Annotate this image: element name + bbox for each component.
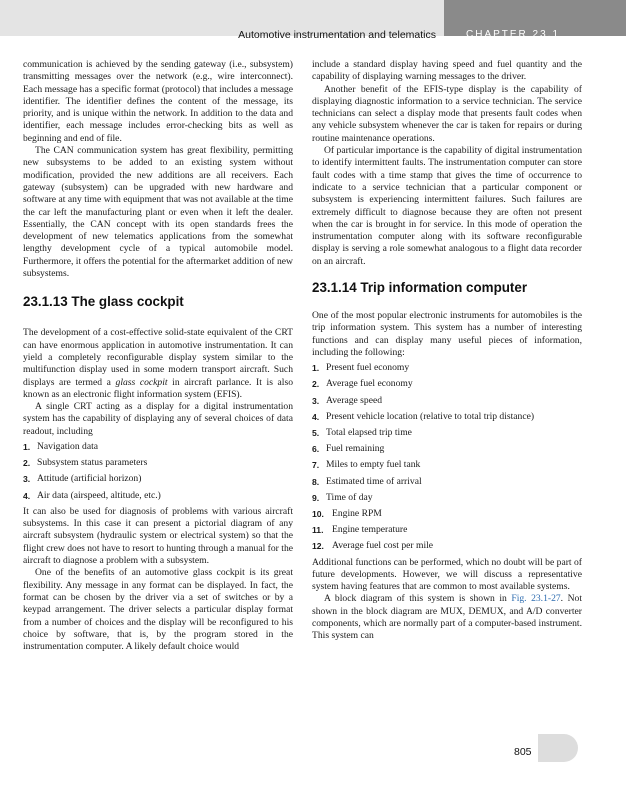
readout-list [23, 441, 293, 502]
list-number: 1. [23, 442, 31, 453]
paragraph [23, 327, 293, 401]
paragraph: Of particular importance is the capability of digital instrumentation to identify intermittent faults. The instrumentation computer can store fault codes with a time stamp that gives the time of occurrence to indicate to a service technician that a particular component or subsystem is experiencing intermittent failures. Such failures are extremely difficult to diagnose because they are often not present when the car is brought in for service. In this mode of operation the instrumentation computer along with its software reconfigurable display is serving a role somewhat analogous to a flight data recorder on an aircraft. [312, 145, 582, 267]
paragraph: include a standard display having speed and fuel quantity and the capability of displaying warning messages to the driver. [312, 59, 582, 83]
list-text: Present fuel economy [326, 362, 410, 374]
paragraph: One of the benefits of an automotive glass cockpit is its great flexibility. Any message in any format can be displayed. In fact, the format can be chosen by the driver via a set of switches or by a keypad arrangement. The driver selects a particular display format from a number of choices and the display will be reconfigured to his choice by software, that is, by the program stored in the instrumentation computer. A likely default choice would [23, 567, 293, 653]
list-item [312, 411, 582, 423]
paragraph: A single CRT acting as a display for a digital instrumentation system has the capability of displaying any of several choices of data readout, including [23, 401, 293, 437]
paragraph: Additional functions can be performed, which no doubt will be part of future developments. However, we will discuss a representative system having features that are common to most available systems. [312, 556, 582, 593]
list-text: Subsystem status parameters [37, 457, 148, 469]
list-item [312, 427, 582, 439]
figure-reference-link[interactable]: Fig. 23.1-27 [511, 593, 561, 605]
list-item [312, 362, 582, 374]
right-column [312, 59, 582, 643]
list-number: 12. [312, 541, 324, 552]
list-item [312, 443, 582, 455]
list-text: Navigation data [37, 441, 99, 453]
list-text: Average speed [326, 394, 383, 406]
list-text: Attitude (artificial horizon) [37, 473, 142, 485]
list-text: Average fuel cost per mile [332, 540, 434, 552]
list-item [312, 476, 582, 488]
paragraph [312, 593, 582, 642]
list-text: Fuel remaining [326, 443, 385, 455]
list-number: 5. [312, 427, 320, 438]
list-item [312, 508, 582, 520]
trip-functions-list [312, 362, 582, 552]
text-run: A block diagram of this system is shown in [324, 593, 512, 605]
list-item [23, 457, 293, 469]
list-number: 3. [312, 395, 320, 406]
list-text: Miles to empty fuel tank [326, 459, 421, 471]
list-number: 2. [23, 458, 31, 469]
list-number: 4. [23, 490, 31, 501]
list-number: 4. [312, 411, 320, 422]
list-item [312, 492, 582, 504]
chapter-label: CHAPTER 23.1 [466, 29, 561, 40]
page-tab [538, 734, 578, 762]
paragraph: Another benefit of the EFIS-type display is the capability of displaying diagnostic information to a service technician. The service technicians can select a display mode that presents fault codes when any vehicle subsystem whenever the car is taken for repairs or during routine maintenance operations. [312, 83, 582, 144]
list-item [312, 540, 582, 552]
list-item [312, 395, 582, 407]
paragraph: It can also be used for diagnosis of problems with various aircraft subsystems. In this case it can present a pictorial diagram of any aircraft subsystem (hydraulic system or electrical system) so that the flight crew does not have to resort to hunting through a manual for the aircraft to diagnose a problem with a subsystem. [23, 505, 293, 567]
list-text: Estimated time of arrival [326, 475, 422, 487]
running-header [0, 0, 626, 52]
paragraph: The CAN communication system has great flexibility, permitting new subsystems to be added to an existing system without modification, provided the new additions are all receivers. Each gateway (subsystem) can be upgraded with new hardware and software at any time with equipment that was not available at the time the car left the manufacturing plant or even when it left the dealer. Essentially, the CAN concept with its open standards frees the development of new telematics applications from the somewhat lengthy development cycle of a typical automobile model. Furthermore, it offers the potential for the aftermarket addition of new subsystems. [23, 145, 293, 280]
list-number: 11. [312, 525, 324, 536]
emphasis-term: glass cockpit [115, 376, 168, 388]
list-text: Engine RPM [332, 507, 382, 519]
list-number: 1. [312, 363, 320, 374]
list-item [23, 473, 293, 485]
list-item [312, 459, 582, 471]
section-heading-trip-computer: 23.1.14 Trip information computer [312, 280, 528, 296]
list-number: 3. [23, 474, 31, 485]
text-run: . Not shown in the block diagram are MUX, DEMUX, and A/D converter components, which are normally part of a computer-based instrument. This system can [312, 593, 582, 642]
list-text: Time of day [326, 491, 373, 503]
list-text: Average fuel economy [326, 378, 413, 390]
list-item [312, 378, 582, 390]
section-heading-glass-cockpit: 23.1.13 The glass cockpit [23, 294, 184, 310]
paragraph: communication is achieved by the sending gateway (i.e., subsystem) transmitting messages over the network (e.g., wire interconnect). Each message has a specific format (protocol) that includes a message identifier. The identifier defines the content of the message, its priority, and is unique within the network. In addition to the data and identifier, each message includes error-checking bits as well as beginning and end of file. [23, 59, 293, 144]
list-text: Engine temperature [332, 524, 408, 536]
text-run: in aircraft parlance. It is also known as an electronic flight information system (EFIS). [23, 376, 293, 400]
text-run: The development of a cost-effective solid-state equivalent of the CRT can have enormous application in automotive instrumentation. It can yield a completely reconfigurable display system similar to the multifunction display used in some modern transport aircraft. Such displays are termed a [23, 327, 293, 388]
running-title: Automotive instrumentation and telematics [238, 29, 436, 41]
list-text: Total elapsed trip time [326, 426, 412, 438]
list-item [23, 490, 293, 502]
page-number: 805 [514, 746, 532, 758]
paragraph: One of the most popular electronic instruments for automobiles is the trip information system. This system has a number of interesting functions and can display many useful pieces of information, including the following: [312, 310, 582, 358]
list-number: 7. [312, 460, 320, 471]
list-number: 8. [312, 476, 320, 487]
list-number: 9. [312, 492, 320, 503]
list-number: 10. [312, 508, 324, 519]
left-column [23, 59, 293, 653]
list-item [312, 524, 582, 536]
list-item [23, 441, 293, 453]
list-number: 2. [312, 379, 320, 390]
list-text: Air data (airspeed, altitude, etc.) [37, 489, 161, 501]
list-number: 6. [312, 444, 320, 455]
list-text: Present vehicle location (relative to total trip distance) [326, 410, 535, 422]
